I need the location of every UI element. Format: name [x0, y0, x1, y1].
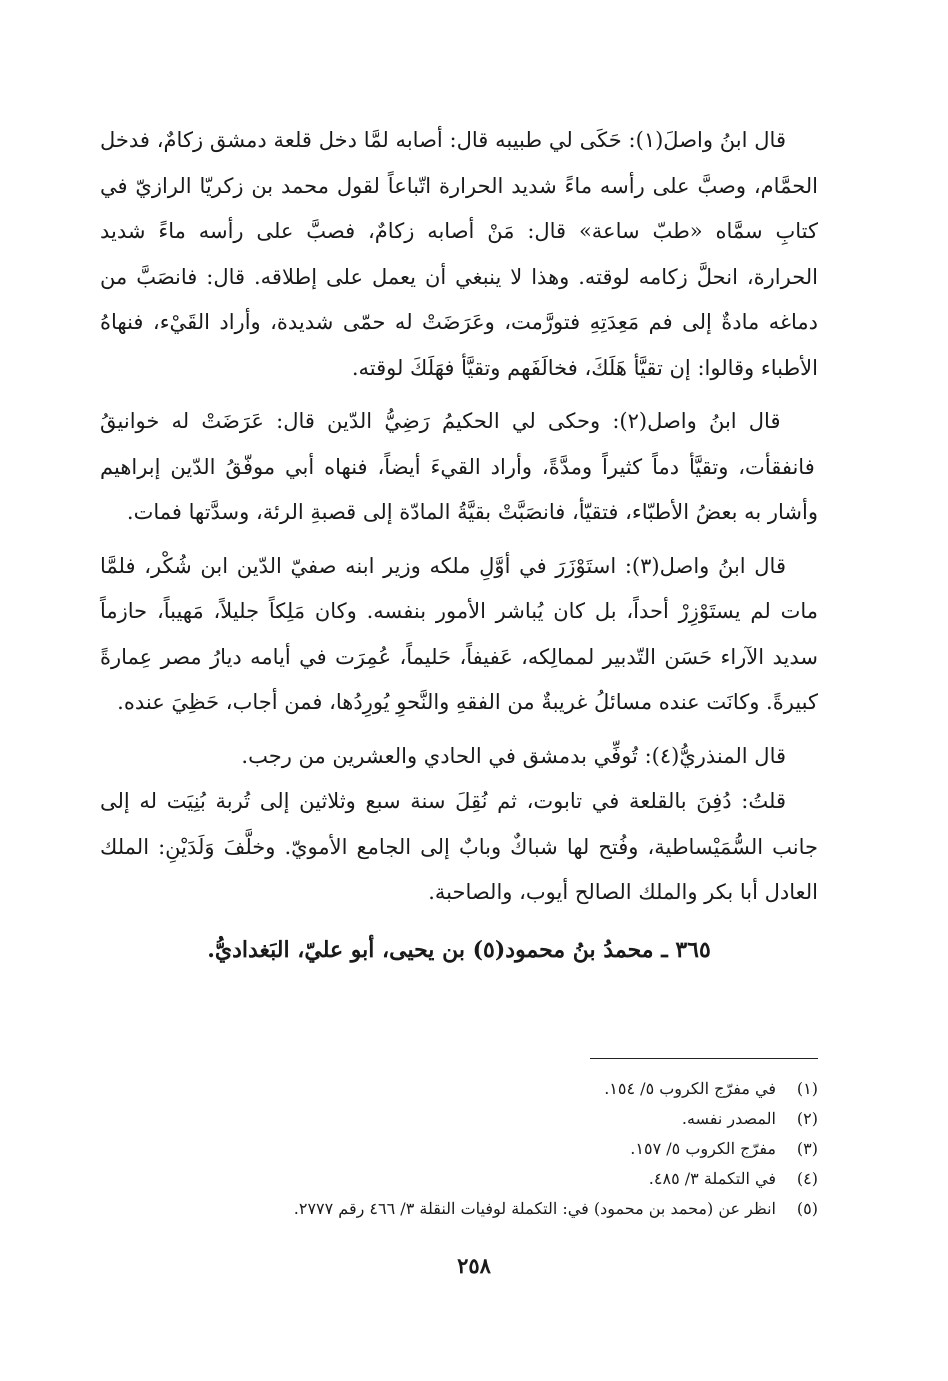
text-line: فلمَّا مات لم يستَوْزِرْ أحداً، بل كان يُباشر الأمور بنفسه. وكان مَلِكاً جليلاً، — [100, 553, 818, 623]
footnote-number: (١) — [796, 1079, 818, 1098]
footnote-text: في التكملة ٣/ ٤٨٥. — [648, 1169, 776, 1188]
text-line: فمات. — [126, 500, 182, 524]
text-line: قال المنذريُّ(٤): تُوفِّي بدمشق في الحادي والعشرين من رجب. — [241, 743, 786, 768]
entry-heading: ٣٦٥ ـ محمدُ بنُ محمود(٥) بن يحيى، أبو عليّ، البَغداديُّ. — [207, 936, 711, 963]
page-number: ٢٥٨ — [457, 1253, 491, 1278]
text-line: وَلَدَيْنِ: الملك العادل أبا بكر والملك الصالح أيوب، والصاحبة. — [100, 834, 818, 904]
text-line: القَيْء، فنهاهُ الأطباء وقالوا: إن تقيَّأ هَلَكَ، فخالَفَهم وتقيَّأ فهَلَكَ لوقته. — [100, 310, 818, 380]
footnote-item — [100, 1164, 818, 1194]
text-line: قال ابنُ واصل(٣): استَوْزَرَ في أوَّلِ ملكه وزير ابنه صفيّ الدّين ابن شُكْر، — [135, 553, 786, 578]
footnote-text: في مفرّج الكروب ٥/ ١٥٤. — [604, 1079, 776, 1098]
text-line: فانصَبَّ من دماغه مادةٌ إلى فم مَعِدَتِهِ فتورَّمت، وعَرَضَتْ له حمّى شديدة، وأراد — [100, 264, 818, 334]
footnote-number: (٣) — [796, 1139, 818, 1158]
footnote-item — [100, 1194, 818, 1224]
text-line: أجاب، حَظِيَ عنده. — [117, 690, 278, 714]
paragraph-ibn-wasil-1 — [100, 118, 818, 391]
text-line: قال ابنُ واصلَ(١): حَكَى لي طبيبه قال: أصابه لمَّا دخل قلعة دمشق زكامٌ، — [149, 128, 786, 152]
text-line: قال ابنُ واصل(٢): وحكى لي الحكيمُ رَضِيُّ الدّين قال: عَرَضَتْ له خوانيقُ — [100, 409, 781, 433]
paragraph-ibn-wasil-3 — [100, 544, 818, 726]
footnote-divider — [590, 1058, 818, 1059]
page-body — [100, 118, 818, 976]
paragraph-mundhiri — [100, 734, 818, 780]
footnote-text: مفرّج الكروب ٥/ ١٥٧. — [630, 1139, 776, 1158]
text-line: شديد الحرارة، انحلَّ زكامه لوقته. وهذا لا ينبغي أن يعمل على إطلاقه. قال: — [100, 219, 818, 289]
paragraph-ibn-wasil-2 — [100, 399, 818, 536]
text-line: إلى جانب السُّمَيْساطية، وفُتح لها شباكٌ وبابٌ إلى الجامع الأمويّ. وخلَّفَ — [100, 789, 818, 859]
footnotes-list — [100, 1074, 818, 1224]
footnote-text: انظر عن (محمد بن محمود) في: التكملة لوفيات النقلة ٣/ ٤٦٦ رقم ٢٧٧٧. — [293, 1199, 776, 1218]
text-line: وأشار به بعضُ الأطبّاء، فتقيّأ، فانصَبَّتْ بقيَّةُ المادّة إلى قصبةِ الرئة، وسدَّتها — [181, 500, 818, 524]
footnote-number: (٢) — [796, 1109, 818, 1128]
footnote-item — [100, 1134, 818, 1164]
footnote-text: المصدر نفسه. — [681, 1109, 776, 1128]
text-line: فانفقأت، وتقيَّأ دماً كثيراً ومدَّةً، وأراد القيءَ أيضاً، فنهاه أبي موفّقُ الدّين إبراهيم — [100, 454, 815, 479]
footnote-item — [100, 1074, 818, 1104]
footnote-item — [100, 1104, 818, 1134]
text-line: فدخل الحمَّام، وصبَّ على رأسه ماءً شديد الحرارة اتّباعاً لقول محمد بن زكريّا — [100, 128, 818, 198]
text-line: الرازيّ في كتابِ سمَّاه «طبّ ساعة» قال: مَنْ أصابه زكامٌ، فصبَّ على رأسه ماءً — [100, 173, 818, 243]
footnote-number: (٤) — [796, 1169, 818, 1188]
footnote-number: (٥) — [796, 1199, 818, 1218]
text-line: ديارُ مصر عِمارةً كبيرةً. وكانَت عنده مسائلُ غريبةٌ من الفقهِ والنَّحوِ يُورِدُها، فمن — [100, 644, 818, 714]
text-line: قلتُ: دُفِنَ بالقلعة في تابوت، ثم نُقِلَ سنة سبع وثلاثين إلى تُربة بُنِيَت له — [129, 789, 786, 813]
text-line: مَهيباً، حازماً سديد الآراء حَسَن التّدبير لممالِكه، عَفيفاً، حَليماً، عُمِرَت في أيامه — [100, 599, 818, 669]
paragraph-author-note — [100, 779, 818, 916]
